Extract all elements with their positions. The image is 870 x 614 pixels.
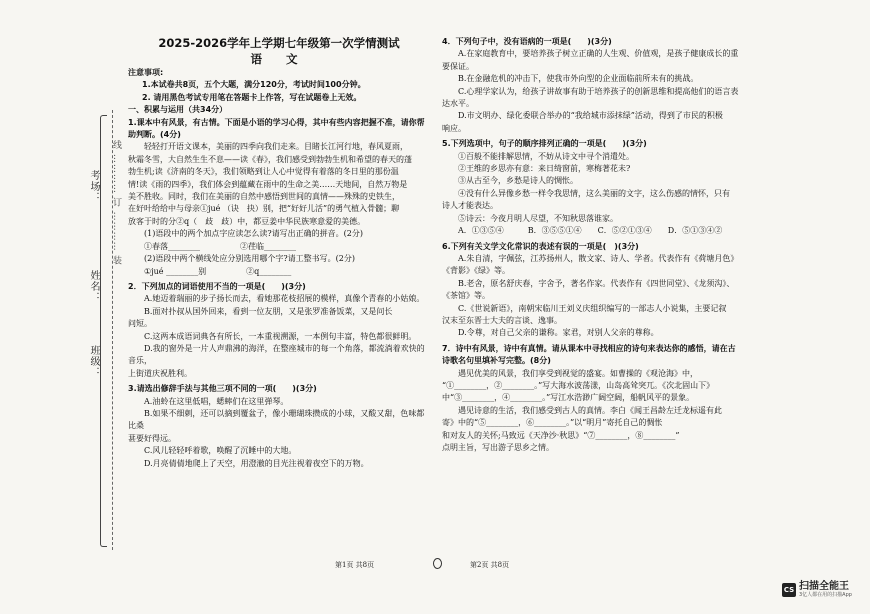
option-line: 汉末至东晋士大夫的言谈、逸事。 <box>442 315 562 325</box>
sentence-line: 诗人才能表达。 <box>442 201 498 211</box>
binding-bracket <box>100 115 107 547</box>
camscanner-icon: CS <box>782 583 796 597</box>
fill-line: “①________，②________。”写大海水波荡漾，山岛高耸突兀。《次北固山下》 <box>442 380 715 390</box>
option-line: 上街道庆祝胜利。 <box>128 368 192 378</box>
option-line: 响应。 <box>442 123 466 133</box>
left-page <box>128 36 430 470</box>
fill-line: 中“③________，④________。”写江水浩渺广阔空阔，船帆风平的景象。 <box>442 393 695 403</box>
option-line: 葚要好得远。 <box>128 433 176 443</box>
option-line: B.如果不细刺，还可以摘到覆盆子，像小珊瑚珠攒成的小球，又酸又甜，色味都比桑 <box>128 408 425 431</box>
option-line: D.市文明办、绿化委联合举办的“我给城市添抹绿”活动，得到了市民的积极 <box>458 111 723 121</box>
fill-line: 寄》中的“⑤________，⑥________。”以“明月”寄托自己的惆怅 <box>442 418 663 428</box>
exam-title: 2025-2026学年上学期七年级第一次学情测试 <box>158 36 400 50</box>
class-label: 班级： <box>88 345 99 378</box>
subject-title: 语 文 <box>250 52 308 66</box>
scanner-watermark <box>782 581 852 599</box>
passage-line: 美不胜收。同时，我们在美丽的自然中感悟到世间的真情——殊殊的史铁生， <box>128 192 400 202</box>
sentence-line: ⑤诗云：今夜月明人尽望，不知秋思落谁家。 <box>458 213 618 223</box>
answer-blank: ①jué ________别 ②q________ <box>144 266 292 276</box>
question-6-stem: 6.下列有关文学文化常识的表述有误的一项是( )(3分) <box>442 241 639 251</box>
passage-line: 情!读《雨的四季》，我们体会到蕴藏在雨中的生命之美……天地间，自然万物是 <box>128 179 408 189</box>
option-line: A．①③⑤④ B．③⑤⑤①④ C．⑤②①③④ D．⑤①③④② <box>458 226 723 236</box>
right-page <box>442 36 742 454</box>
option-line: B.老舍，原名舒庆春，字舍予，著名作家。代表作有《四世同堂》、《龙须沟》、 <box>458 278 735 288</box>
option-line: D.令尊，对自己父亲的谦称。家君，对别人父亲的尊称。 <box>458 328 659 338</box>
question-2-stem: 2．下列加点的词语使用不当的一项是( )(3分) <box>128 281 306 291</box>
option-line: D.月亮倩倩地爬上了天空，用澄澈的目光注视着夜空下的万物。 <box>144 458 369 468</box>
watermark-tagline: 3亿人都在用的扫描App <box>799 592 852 598</box>
option-line: A.她迈着瑞丽的步子扬长而去，看她那花枝招展的模样，真像个青春的小姑娘。 <box>144 294 425 304</box>
page-number-left: 第1页 共8页 <box>335 561 375 569</box>
fill-line: 和对友人的关怀;马致远《天净沙·秋思》“⑦________，⑧________” <box>442 430 680 440</box>
binding-strip <box>0 0 121 614</box>
note-item: 1.本试卷共8页，五个大题，满分120分，考试时间100分钟。 <box>142 80 366 90</box>
sentence-line: ③从古至今，乡愁是诗人的惆怅。 <box>458 176 578 186</box>
binding-dashed-line <box>112 110 113 550</box>
sentence-line: ①百般不能排解思情，不妨从诗文中寻个消遣处。 <box>458 151 634 161</box>
option-line: B.面对扑叔从国外回来，看到一位友朋，又是张罗准备饭菜，又是问长 <box>144 306 393 316</box>
option-line: 问短。 <box>128 319 152 329</box>
option-line: A.朱自清，字佩弦，江苏扬州人，散文家、诗人、学者。代表作有《荷塘月色》 <box>458 253 739 263</box>
question-4-stem: 4．下列句子中，没有语病的一项是( )(3分) <box>442 37 612 46</box>
note-item: 2. 请用黑色考试专用笔在答题卡上作答，写在试题卷上无效。 <box>142 92 362 102</box>
name-label: 姓名： <box>88 270 99 303</box>
option-line: C.风儿轻轻呼着歌，唤醒了沉睡中的大地。 <box>144 446 297 456</box>
option-line: C.这两本成语词典各有所长，一本重视溯源，一本例句丰富，特色都很鲜明。 <box>144 331 417 341</box>
fill-line: 遇见优美的风景，我们享受到视觉的盛宴。如曹操的《观沧海》中， <box>458 368 698 378</box>
question-5-stem: 5.下列选项中，句子的顺序排列正确的一项是( )(3分) <box>442 139 647 149</box>
option-line: C.心理学家认为，给孩子讲故事有助于培养孩子的创新思维和提高他们的语言表达水平。 <box>442 86 739 109</box>
option-line: D.我的窗外是一片人声鼎沸的海洋，在整座城市的每一个角落，都流淌着欢快的音乐， <box>128 343 425 366</box>
option-line: C.《世说新语》，南朝宋临川王刘义庆组织编写的一部志人小说集，主要记叙 <box>458 303 727 313</box>
sub-question: (1)语段中的两个加点字应读怎么读?请写出正确的拼音。(2分) <box>144 229 363 239</box>
answer-blank: ①春落________ ②荏临________ <box>144 241 296 251</box>
option-line: B.在金融危机的冲击下，使我市外向型的企业面临前所未有的挑战。 <box>458 74 699 84</box>
passage-line: 秋霜冬雪，大自然生生不息——读《春》，我们感受到勃勃生机和希望的春天的蓬 <box>128 154 412 164</box>
question-1-stem: 1.课本中有风景，有古情。下面是小语的学习心得，其中有些内容把握不准，请你帮助判断。(4分) <box>128 117 425 140</box>
sub-question: (2)语段中两个横线处应分别选用哪个字?请工整书写。(2分) <box>144 254 355 264</box>
option-line: A.在家庭教育中，要培养孩子树立正确的人生观、价值观，是孩子健康成长的重要保证。 <box>442 49 739 71</box>
fill-line: 遇见诗意的生活，我们感受到古人的真情。李白《闻王昌龄左迁龙标遥有此 <box>458 405 722 415</box>
question-3-stem: 3.请选出修辞手法与其他三项不同的一项( )(3分) <box>128 384 317 394</box>
passage-line: 在好叶给给中与母亲①jué （诀 抉）别，把“好好儿活”的勇气植入骨髓；聊 <box>128 204 400 214</box>
passage-line: 轻轻打开语文课本，美丽的四季向我们走来。目睹长江河行地，春风夏雨， <box>144 142 408 152</box>
binding-line-text: 线 ………… 订 ………… 装 <box>111 140 121 266</box>
binding-hole-icon <box>433 558 442 569</box>
exam-room-label: 考场： <box>88 170 99 203</box>
watermark-name: 扫描全能王 <box>799 581 849 592</box>
passage-line: 勃生机;读《济南的冬天》，我们领略到让人心中觉得有着落的冬日里的那份温 <box>128 167 399 177</box>
question-7-stem: 7．诗中有风景，诗中有真情。请从课本中寻找相应的诗句来表达你的感悟，请在古诗歌名句里填补写完整。(8分) <box>442 343 736 366</box>
option-line: 《背影》《绿》等。 <box>442 266 510 276</box>
option-line: A.油蛉在这里低唱，蟋蟀们在这里弹琴。 <box>144 396 289 406</box>
passage-line: 放客于时的分②q（ 歧 歧）中，都豆姜中华民族寒意爱的美德。 <box>128 216 366 226</box>
sentence-line: ②王维的乡思亦有意：来日绮窗前，寒梅著花未? <box>458 164 631 174</box>
sentence-line: ④没有什么异像乡愁一样令我思情，这么美丽的文字，这么伤感的情怀，只有 <box>458 188 730 198</box>
section-heading: 一、积累与运用（共34分） <box>128 105 228 115</box>
notes-heading: 注意事项: <box>128 68 164 77</box>
page-number-right: 第2页 共8页 <box>470 561 510 569</box>
fill-line: 点明主旨，写出游子思乡之情。 <box>442 443 554 452</box>
option-line: 《茶馆》等。 <box>442 291 490 301</box>
